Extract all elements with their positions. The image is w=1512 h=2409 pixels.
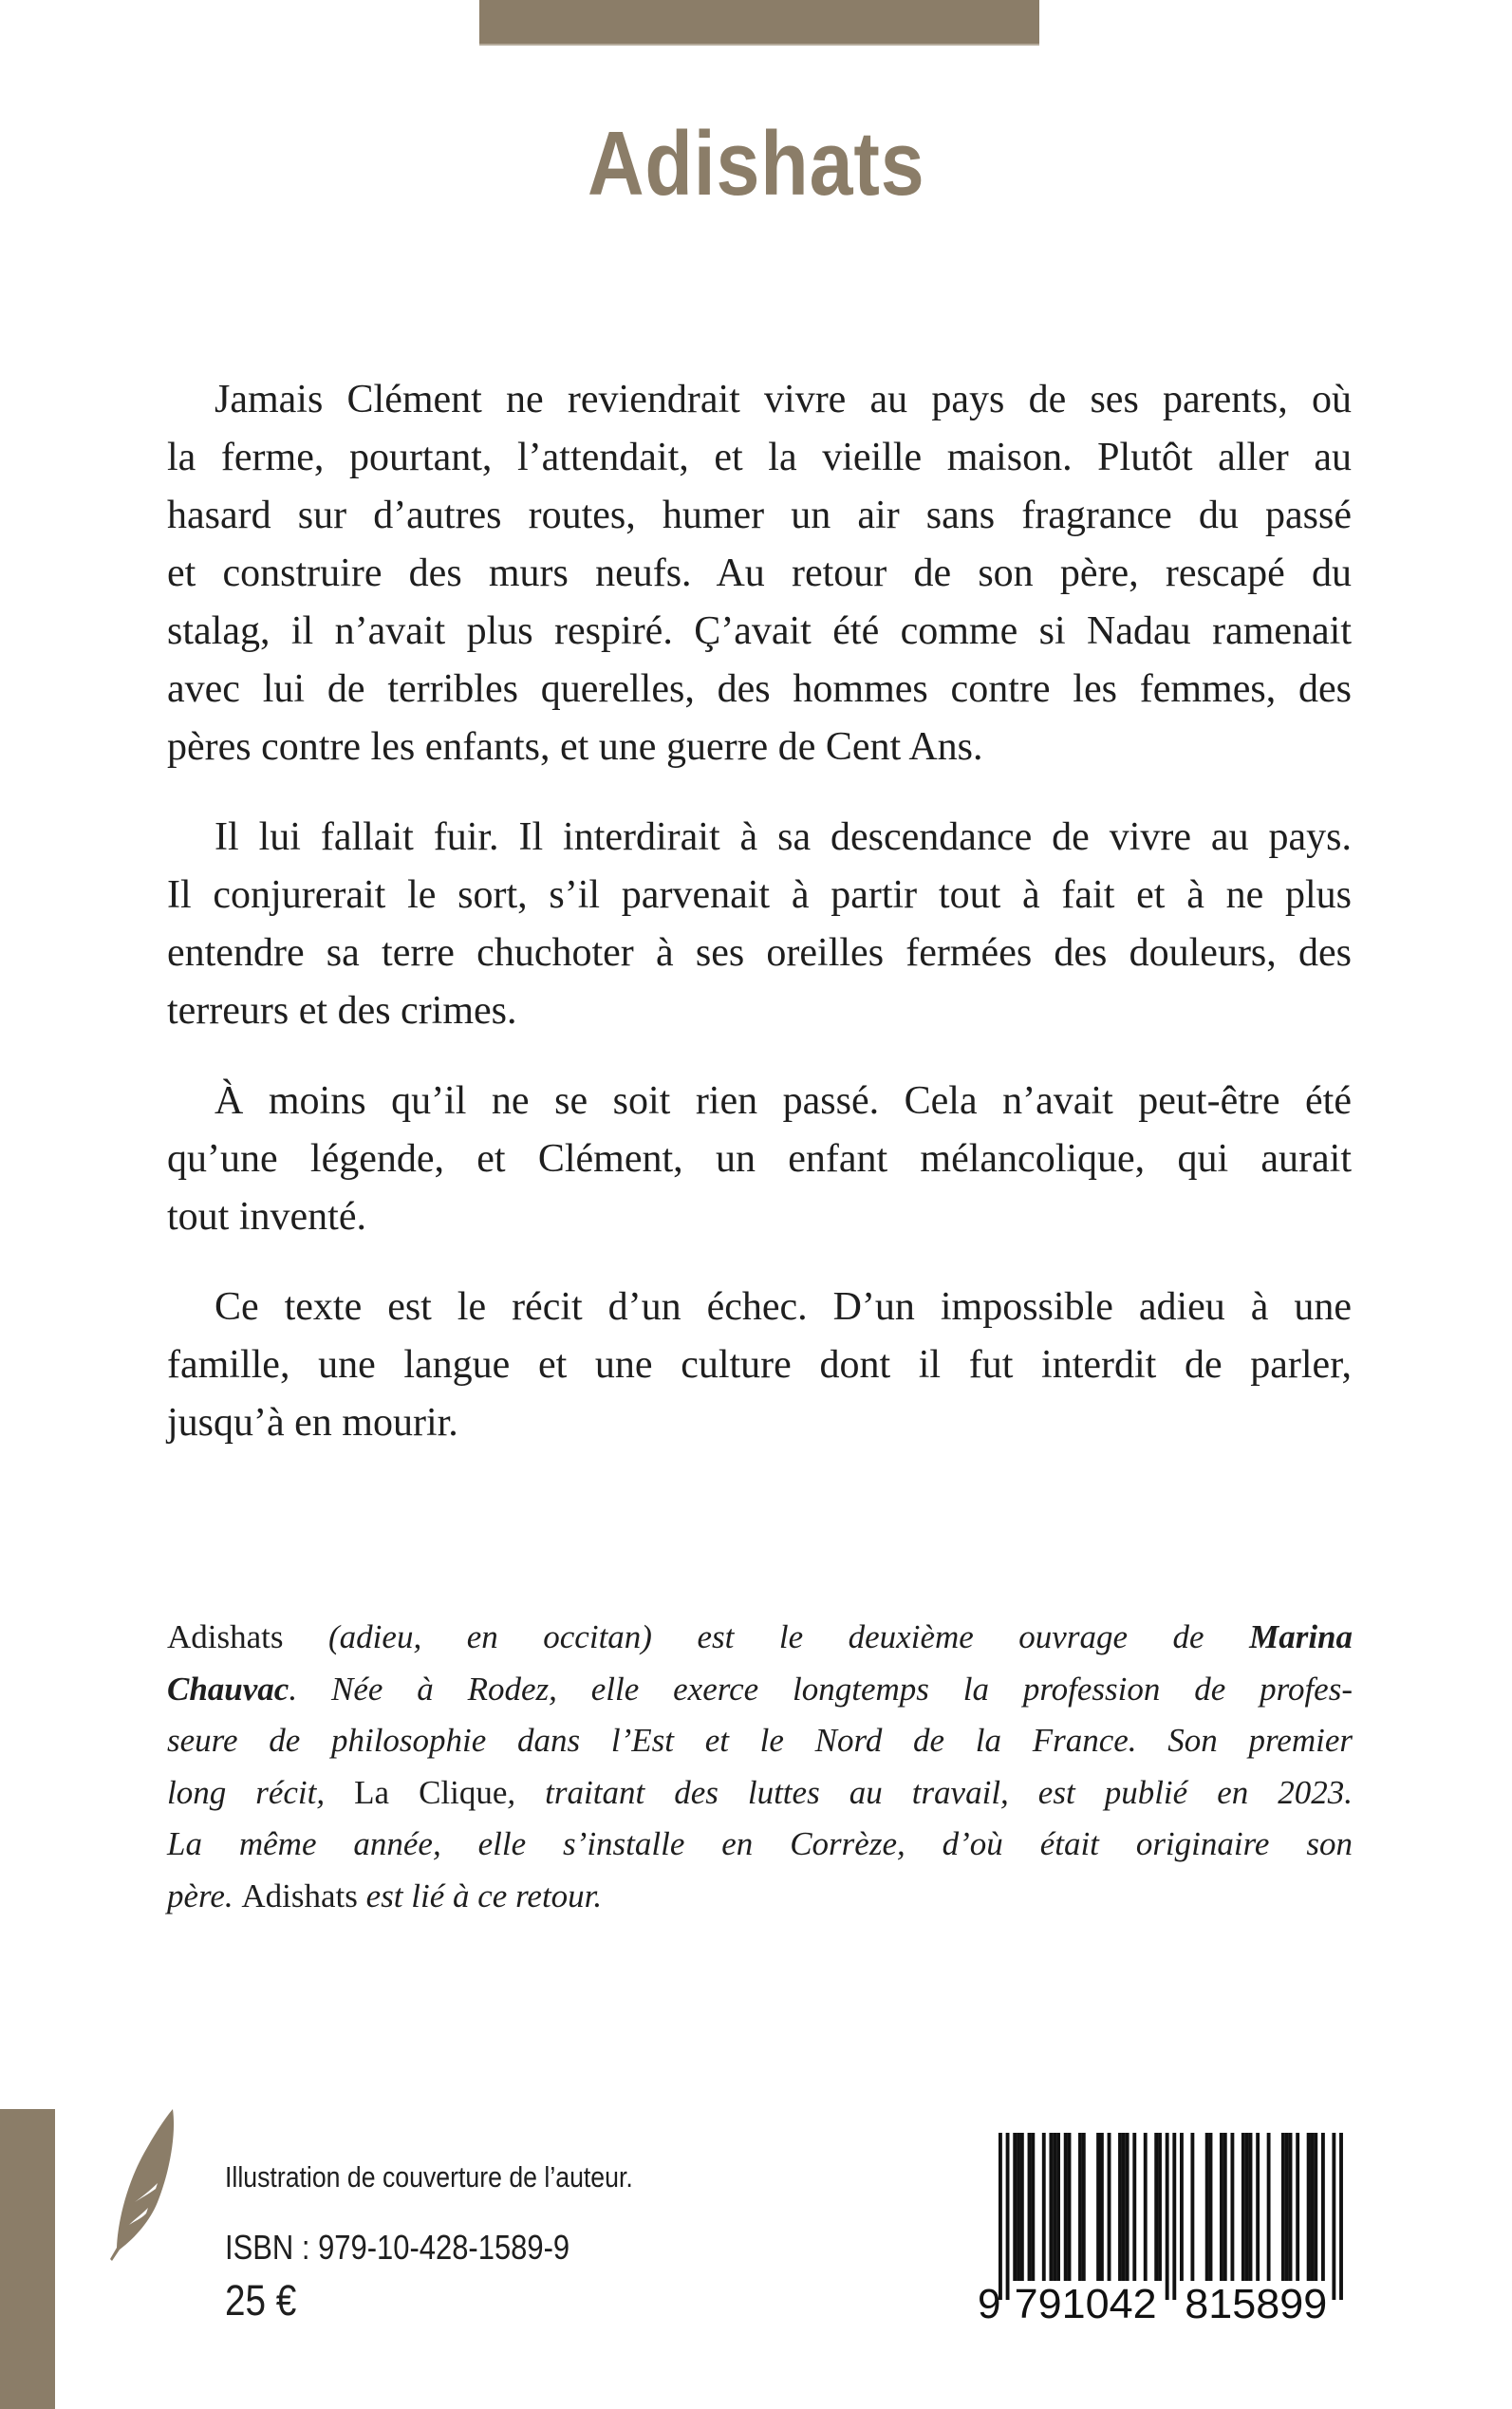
barcode-bar [1028,2133,1032,2281]
barcode-bar [1122,2133,1126,2281]
barcode-bar [1180,2133,1184,2281]
barcode-bar [1339,2133,1343,2300]
barcode-bar [1017,2133,1020,2281]
author-name: Chauvac [167,1670,289,1708]
author-bio [167,1612,1353,1923]
barcode-bar [1256,2133,1260,2281]
barcode-bar [1172,2133,1176,2300]
bio-segment: (adieu, en occitan) est le deuxième ouvrage de [328,1618,1250,1655]
text-line: terreurs et des crimes. [167,989,517,1033]
barcode-bar [1082,2133,1086,2281]
text-line: Jamais Clément ne reviendrait vivre au pays de ses parents, où [215,378,1352,421]
barcode-bar [1013,2133,1017,2281]
barcode-bar [1031,2133,1035,2281]
text-line: famille, une langue et une culture dont il fut interdit de parler, [167,1343,1352,1387]
barcode-bar [1158,2133,1162,2281]
bio-segment: Adishats [241,1877,358,1914]
text-line: avec lui de terribles querelles, des hommes contre les femmes, des [167,667,1352,711]
barcode-bar [1166,2133,1169,2300]
barcode-bar [1108,2133,1111,2281]
text-line: À moins qu’il ne se soit rien passé. Cela n’avait peut-être été [215,1079,1352,1123]
bio-segment: seure de philosophie dans l’Est et le Nord de la France. Son premier [167,1722,1353,1760]
barcode-bar [1154,2133,1158,2281]
barcode-bar [1056,2133,1060,2281]
text-line: Il lui fallait fuir. Il interdirait à sa descendance de vivre au pays. [215,815,1352,859]
barcode-bar [1042,2133,1046,2281]
text-line: entendre sa terre chuchoter à ses oreilles fermées des douleurs, des [167,931,1352,975]
text-line: tout inventé. [167,1195,366,1239]
barcode-bar [1209,2133,1213,2281]
bio-line [167,1871,1353,1923]
barcode-bar [1053,2133,1056,2281]
bio-line [167,1612,1353,1664]
bio-segment: Adishats [167,1618,329,1655]
blurb-paragraph [167,1073,1352,1246]
barcode-bar [1100,2133,1104,2281]
bio-line [167,1819,1353,1871]
bio-line [167,1715,1353,1767]
barcode-bar [1068,2133,1072,2281]
text-line: hasard sur d’autres routes, humer un air sans fragrance du passé [167,494,1352,537]
barcode-bar [1267,2133,1271,2281]
bio-line [167,1664,1353,1716]
barcode-bar [1220,2133,1223,2281]
barcode-digits: 9 [978,2281,1001,2327]
barcode-bar [1190,2133,1194,2281]
barcode-bar [1230,2133,1234,2281]
barcode-bar [1049,2133,1053,2281]
barcode-bar [1205,2133,1209,2281]
bio-segment: La même année, elle s’installe en Corrèze, d’où était originaire son [167,1825,1353,1863]
text-line: Il conjurerait le sort, s’il parvenait à partir tout à fait et à ne plus [167,873,1352,917]
barcode-bar [1132,2133,1136,2281]
blurb-paragraph [167,371,1352,776]
barcode-bar [1314,2133,1317,2281]
book-title-text: Adishats [587,113,925,215]
text-line: et construire des murs neufs. Au retour de son père, rescapé du [167,551,1352,595]
text-line: stalag, il n’avait plus respiré. Ç’avait été comme si Nadau ramenait [167,609,1352,653]
barcode-bar [1078,2133,1082,2281]
back-cover-blurb [167,371,1352,1485]
barcode-bar [1241,2133,1245,2281]
barcode-bar [1144,2133,1148,2281]
bio-segment: père. [167,1877,242,1914]
side-color-band [0,2109,55,2409]
barcode-bar [1126,2133,1129,2281]
bio-segment: , traitant des luttes au travail, est publié en 2023. [507,1773,1353,1811]
barcode-bar [1064,2133,1068,2281]
barcode-bar [1245,2133,1249,2281]
isbn: ISBN : 979-10-428-1589-9 [225,2228,570,2267]
bio-segment: long récit, [167,1773,355,1811]
barcode-bar [1096,2133,1100,2281]
barcode-bar [1118,2133,1122,2281]
bio-segment: est lié à ce retour. [357,1877,603,1914]
price: 25 € [225,2276,297,2325]
barcode-digits: 791042 [1014,2281,1157,2327]
barcode-bar [1281,2133,1285,2281]
barcode-bar [1285,2133,1289,2281]
bio-segment: La Clique [354,1773,508,1811]
text-line: qu’une légende, et Clément, un enfant mélancolique, qui aurait [167,1137,1352,1181]
barcode-bar [999,2133,1002,2300]
isbn-barcode [959,2126,1357,2330]
bio-segment: . Née à Rodez, elle exerce longtemps la profession de profes- [289,1670,1353,1708]
barcode-bar [1006,2133,1010,2300]
blurb-paragraph [167,809,1352,1040]
bio-line [167,1767,1353,1820]
top-color-band [479,0,1039,46]
barcode-bar [1332,2133,1335,2300]
feather-icon [106,2107,177,2263]
text-line: Ce texte est le récit d’un échec. D’un impossible adieu à une [215,1285,1352,1329]
barcode-bar [1296,2133,1299,2281]
barcode-bar [1321,2133,1325,2281]
text-line: la ferme, pourtant, l’attendait, et la vieille maison. Plutôt aller au [167,436,1352,479]
barcode-digits: 815899 [1185,2281,1328,2327]
barcode-bar [1307,2133,1311,2281]
text-line: jusqu’à en mourir. [167,1401,458,1445]
text-line: pères contre les enfants, et une guerre de Cent Ans. [167,725,983,769]
barcode-bar [1223,2133,1227,2281]
cover-illustration-credit: Illustration de couverture de l’auteur. [225,2160,633,2194]
author-name: Marina [1249,1618,1353,1655]
barcode-bar [1311,2133,1315,2281]
book-title [0,112,1512,216]
blurb-paragraph [167,1279,1352,1452]
barcode-bar [1249,2133,1253,2281]
barcode-bar [1020,2133,1024,2281]
barcode-bar [1289,2133,1293,2281]
